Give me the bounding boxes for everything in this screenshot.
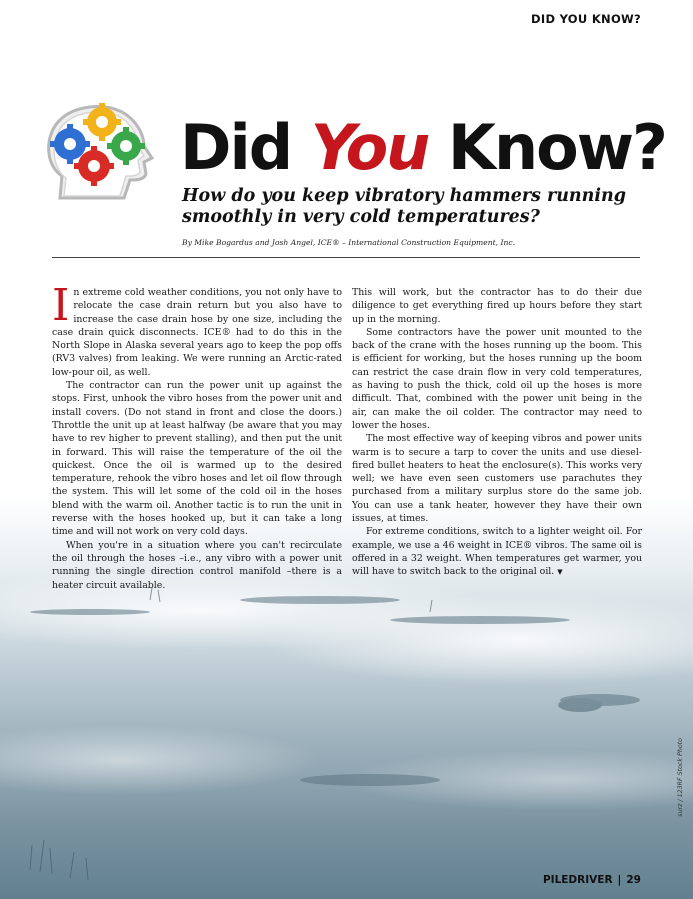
publication-name: PILEDRIVER [542, 874, 613, 886]
footer-separator: | [617, 874, 622, 886]
article-paragraph: The most effective way of keeping vibros and power units warm is to secure a tarp to cover the units and use diesel-fired bullet heaters to heat the enclosure(s). This works very well; we have even seen customers use parachutes they purchased from a military surplus store do the same job. You can use a tank heater, however they have their own issues, at times. [352, 433, 642, 525]
page-title [180, 112, 666, 184]
head-with-gears-icon [40, 98, 166, 210]
article-paragraph: For extreme conditions, switch to a lighter weight oil. For example, we use a 46 weight in ICE® vibros. The same oil is offered in a 32 weight. When temperatures get warmer, you will have to switch back to the original oil. ▼ [352, 526, 642, 578]
article-paragraph: In extreme cold weather conditions, you not only have to relocate the case drain return but you also have to increase the case drain hose by one size, including the case drain quick disconnects. ICE® had to do this in the North Slope in Alaska several years ago to keep the pop offs (RV3 valves) from leaking. We were running an Arctic-rated low-pour oil, as well. [52, 280, 342, 378]
article-column-right [352, 286, 642, 580]
article-paragraph: The contractor can run the power unit up against the stops. First, unhook the vibro hoses from the power unit and install covers. (Do not stand in front and close the doors.) Throttle the unit up at least halfway (be aware that you may have to rev higher to prevent stalling), and then put the unit in forward. This will raise the temperature of the oil the quickest. Once the oil is warmed up to the desired temperature, rehook the vibro hoses and let oil flow through the system. This will let some of the cold oil in the hoses blend with the warm oil. Another tactic is to run the unit in reverse with the hoses hooked up, but it can take a long time and will not work on very cold days. [52, 380, 342, 538]
section-tag: DID YOU KNOW? [531, 12, 641, 26]
byline: By Mike Bogardus and Josh Angel, ICE® – International Construction Equipment, Inc. [182, 238, 516, 247]
article-column-left [52, 280, 342, 592]
title-accent: You [310, 111, 429, 184]
divider [52, 257, 640, 258]
photo-credit: surz / 123RF Stock Photo [677, 738, 684, 817]
article-paragraph: This will work, but the contractor has to do their due diligence to get everything fired up hours before they start up in the morning. [352, 287, 642, 325]
end-mark-icon: ▼ [557, 568, 563, 577]
title-part-2: Know? [428, 111, 666, 184]
page-number: 29 [626, 874, 641, 886]
page-footer [543, 874, 641, 886]
subtitle: How do you keep vibratory hammers running smoothly in very cold temperatures? [182, 186, 626, 227]
article-paragraph: When you're in a situation where you can't recirculate the oil through the hoses –i.e., any vibro with a power unit running the single direction control manifold –there is a heater circuit available. [52, 539, 342, 591]
article-paragraph: Some contractors have the power unit mounted to the back of the crane with the hoses running up the boom. This is efficient for working, but the hoses running up the boom can restrict the case drain flow in very cold temperatures, as having to push the thick, cold oil up the hoses is more difficult. That, combined with the power unit being in the air, can make the oil colder. The contractor may need to lower the hoses. [352, 326, 642, 431]
title-part-1: Did [180, 111, 311, 184]
drop-cap: I [52, 280, 70, 331]
